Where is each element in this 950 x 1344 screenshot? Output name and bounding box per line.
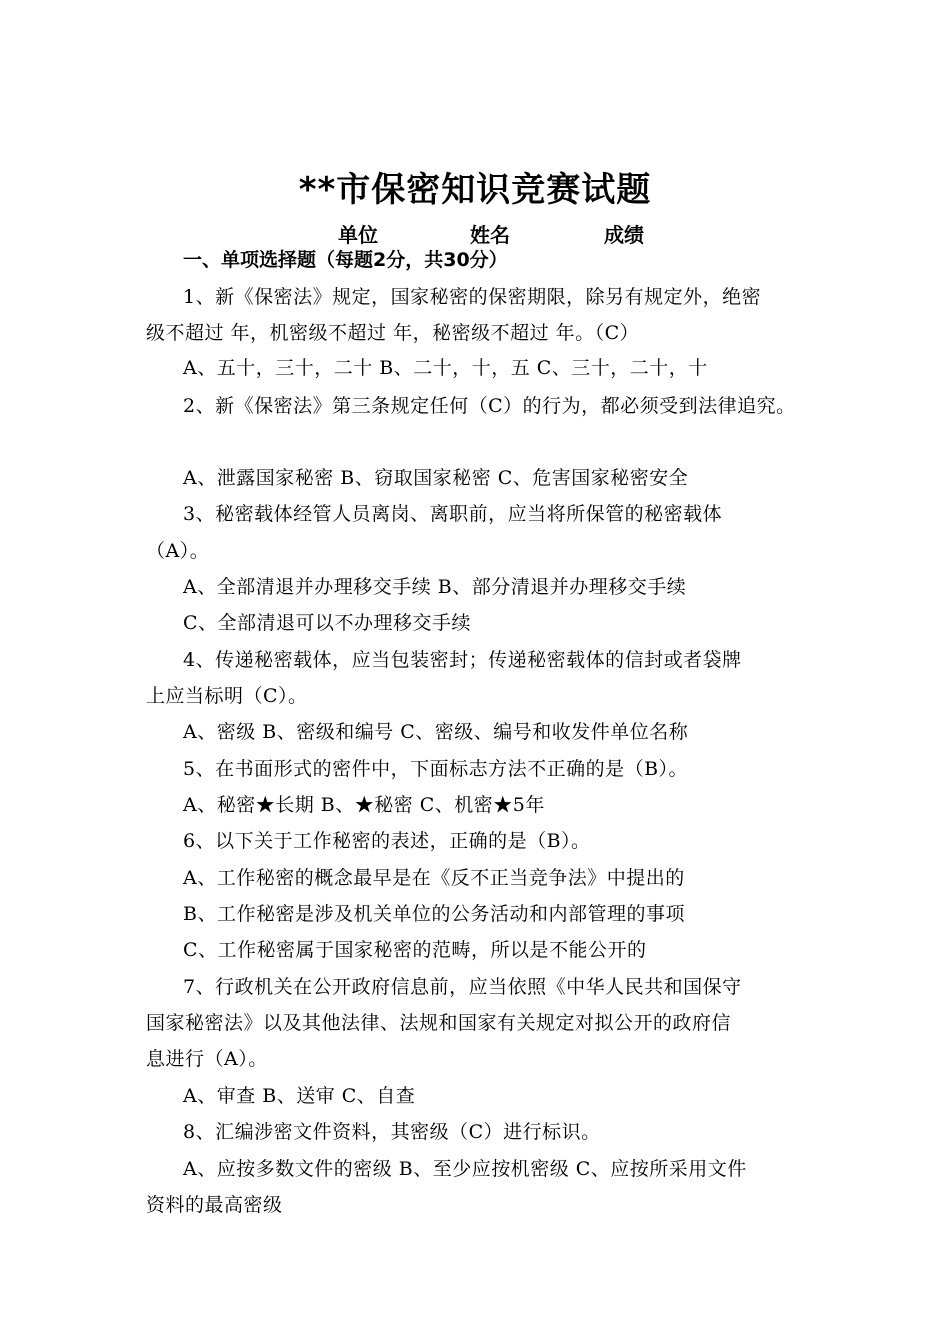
question-1-line-1: 1、新《保密法》规定，国家秘密的保密期限，除另有规定外，绝密 [183,286,762,308]
question-7-line-3: 息进行（A）。 [146,1048,268,1070]
score-field-label: 成绩 [604,223,644,247]
question-6-option-a: A、工作秘密的概念最早是在《反不正当竞争法》中提出的 [183,867,685,889]
question-5-options: A、秘密★长期 B、★秘密 C、机密★5年 [183,794,545,816]
question-4-line-1: 4、传递秘密载体，应当包装密封；传递秘密载体的信封或者袋牌 [183,649,742,671]
question-7-options: A、审查 B、送审 C、自查 [183,1085,416,1107]
question-8-line-1: 8、汇编涉密文件资料，其密级（C）进行标识。 [183,1121,601,1143]
question-3-line-2: （A）。 [146,540,210,562]
question-8-options-cont: 资料的最高密级 [146,1194,283,1216]
question-7-line-2: 国家秘密法》以及其他法律、法规和国家有关规定对拟公开的政府信 [146,1012,732,1034]
question-3-line-1: 3、秘密载体经管人员离岗、离职前，应当将所保管的秘密载体 [183,503,723,525]
question-3-options-2: C、全部清退可以不办理移交手续 [183,612,472,634]
question-3-options-1: A、全部清退并办理移交手续 B、部分清退并办理移交手续 [183,576,687,598]
question-6-option-b: B、工作秘密是涉及机关单位的公务活动和内部管理的事项 [183,903,685,925]
question-7-line-1: 7、行政机关在公开政府信息前，应当依照《中华人民共和国保守 [183,976,742,998]
section-heading: 一、单项选择题（每题2分，共30分） [183,249,508,271]
unit-field-label: 单位 [338,223,378,247]
question-2-options: A、泄露国家秘密 B、窃取国家秘密 C、危害国家秘密安全 [183,467,689,489]
question-1-options: A、五十，三十，二十 B、二十，十，五 C、三十，二十，十 [183,357,708,379]
question-8-options: A、应按多数文件的密级 B、至少应按机密级 C、应按所采用文件 [183,1158,747,1180]
question-1-line-2: 级不超过 年，机密级不超过 年，秘密级不超过 年。（C） [146,322,640,344]
question-6-line-1: 6、以下关于工作秘密的表述，正确的是（B）。 [183,830,591,852]
document-title: **市保密知识竞赛试题 [298,170,652,210]
question-4-options: A、密级 B、密级和编号 C、密级、编号和收发件单位名称 [183,721,689,743]
question-4-line-2: 上应当标明（C）。 [146,685,308,707]
name-field-label: 姓名 [470,223,510,247]
question-5-line-1: 5、在书面形式的密件中，下面标志方法不正确的是（B）。 [183,758,689,780]
question-2-line-1: 2、新《保密法》第三条规定任何（C）的行为，都必须受到法律追究。 [183,395,796,417]
question-6-option-c: C、工作秘密属于国家秘密的范畴，所以是不能公开的 [183,939,647,961]
